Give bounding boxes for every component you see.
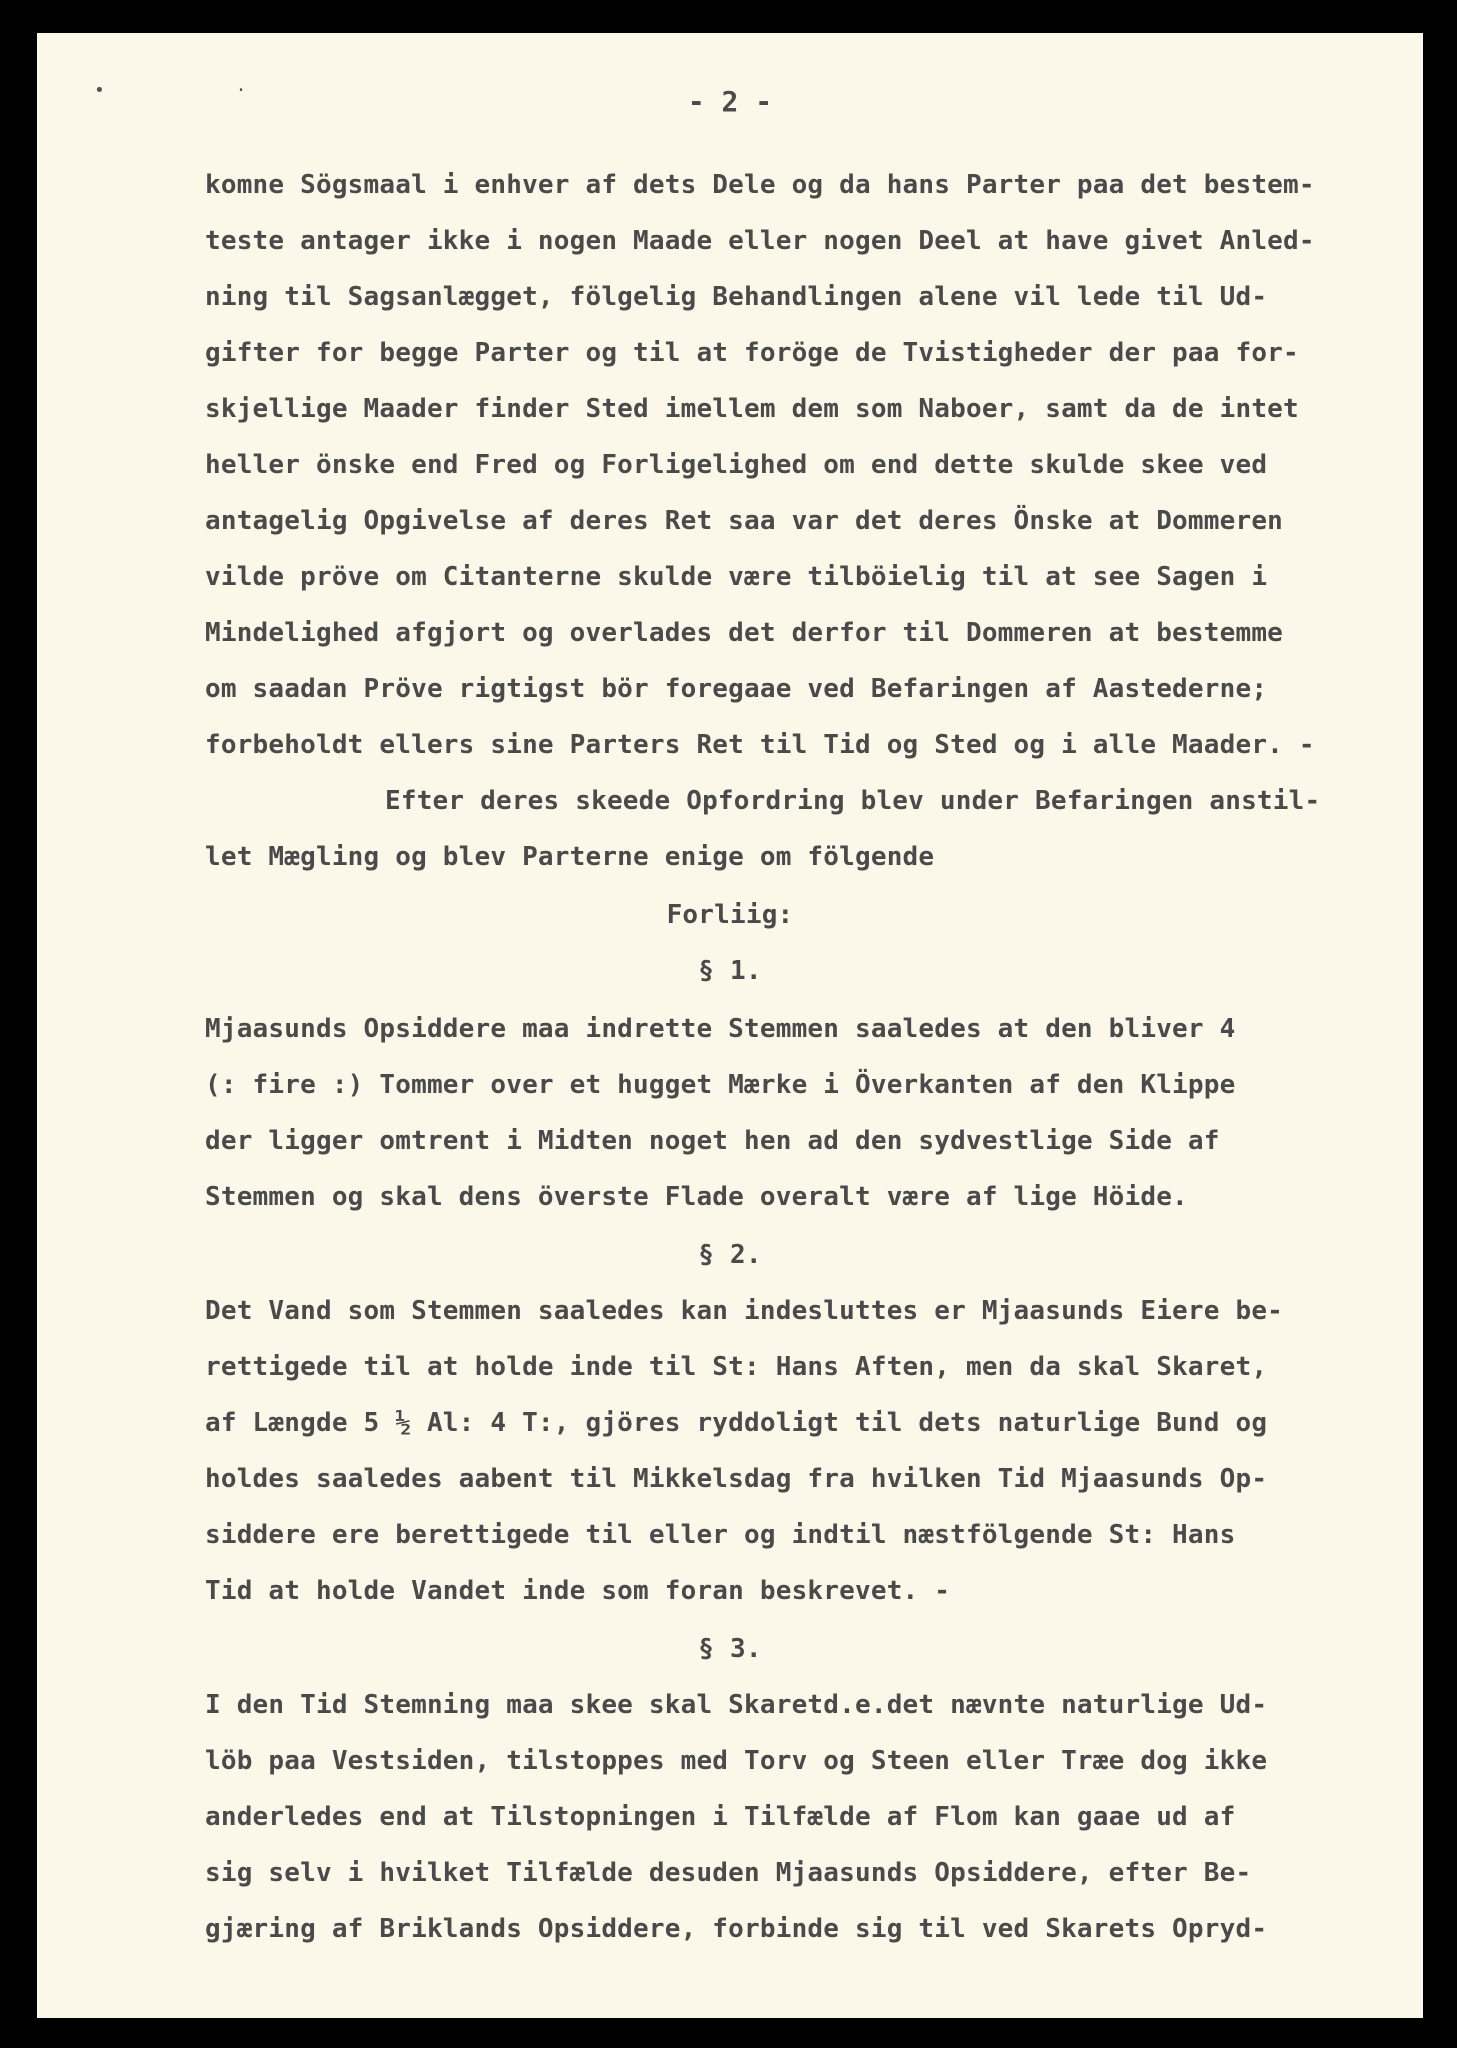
text-line: rettigede til at holde inde til St: Hans Aften, men da skal Skaret, bbox=[205, 1352, 1268, 1382]
text-line: teste antager ikke i nogen Maade eller nogen Deel at have givet Anled- bbox=[205, 226, 1315, 256]
text-line: löb paa Vestsiden, tilstoppes med Torv og Steen eller Træe dog ikke bbox=[205, 1746, 1268, 1776]
section-number: § 3. bbox=[698, 1634, 762, 1664]
section-heading: Forliig: bbox=[666, 900, 794, 930]
text-line: (: fire :) Tommer over et hugget Mærke i Överkanten af den Klippe bbox=[205, 1070, 1236, 1100]
text-line: af Længde 5 ½ Al: 4 T:, gjöres ryddoligt til dets naturlige Bund og bbox=[205, 1408, 1268, 1438]
text-line: sig selv i hvilket Tilfælde desuden Mjaasunds Opsiddere, efter Be- bbox=[205, 1858, 1252, 1888]
text-line: holdes saaledes aabent til Mikkelsdag fra hvilken Tid Mjaasunds Op- bbox=[205, 1464, 1268, 1494]
text-line: Efter deres skeede Opfordring blev under Befaringen anstil- bbox=[385, 786, 1321, 816]
text-line: skjellige Maader finder Sted imellem dem som Naboer, samt da de intet bbox=[205, 394, 1299, 424]
text-line: heller önske end Fred og Forligelighed om end dette skulde skee ved bbox=[205, 450, 1268, 480]
text-line: Tid at holde Vandet inde som foran beskrevet. - bbox=[205, 1576, 951, 1606]
text-line: anderledes end at Tilstopningen i Tilfælde af Flom kan gaae ud af bbox=[205, 1802, 1236, 1832]
text-line: Det Vand som Stemmen saaledes kan indesluttes er Mjaasunds Eiere be- bbox=[205, 1296, 1284, 1326]
text-line: om saadan Pröve rigtigst bör foregaae ved Befaringen af Aastederne; bbox=[205, 674, 1268, 704]
text-line: I den Tid Stemning maa skee skal Skaretd.e.det nævnte naturlige Ud- bbox=[205, 1690, 1268, 1720]
corner-marks: • · bbox=[94, 80, 307, 101]
section-number: § 1. bbox=[698, 956, 762, 986]
document-page bbox=[37, 33, 1423, 2018]
text-line: ning til Sagsanlægget, fölgelig Behandlingen alene vil lede til Ud- bbox=[205, 282, 1268, 312]
text-line: siddere ere berettigede til eller og indtil næstfölgende St: Hans bbox=[205, 1520, 1236, 1550]
text-line: let Mægling og blev Parterne enige om fölgende bbox=[205, 842, 935, 872]
text-line: Stemmen og skal dens överste Flade overalt være af lige Höide. bbox=[205, 1182, 1188, 1212]
text-line: vilde pröve om Citanterne skulde være tilböielig til at see Sagen i bbox=[205, 562, 1268, 592]
section-number: § 2. bbox=[698, 1240, 762, 1270]
text-line: forbeholdt ellers sine Parters Ret til Tid og Sted og i alle Maader. - bbox=[205, 730, 1315, 760]
text-line: Mindelighed afgjort og overlades det derfor til Dommeren at bestemme bbox=[205, 618, 1284, 648]
text-line: gifter for begge Parter og til at foröge de Tvistigheder der paa for- bbox=[205, 338, 1299, 368]
text-line: komne Sögsmaal i enhver af dets Dele og da hans Parter paa det bestem- bbox=[205, 170, 1315, 200]
text-line: Mjaasunds Opsiddere maa indrette Stemmen saaledes at den bliver 4 bbox=[205, 1014, 1236, 1044]
text-line: der ligger omtrent i Midten noget hen ad den sydvestlige Side af bbox=[205, 1126, 1220, 1156]
text-line: antagelig Opgivelse af deres Ret saa var det deres Önske at Dommeren bbox=[205, 506, 1284, 536]
page-number: - 2 - bbox=[687, 85, 773, 118]
text-line: gjæring af Briklands Opsiddere, forbinde sig til ved Skarets Opryd- bbox=[205, 1914, 1268, 1944]
